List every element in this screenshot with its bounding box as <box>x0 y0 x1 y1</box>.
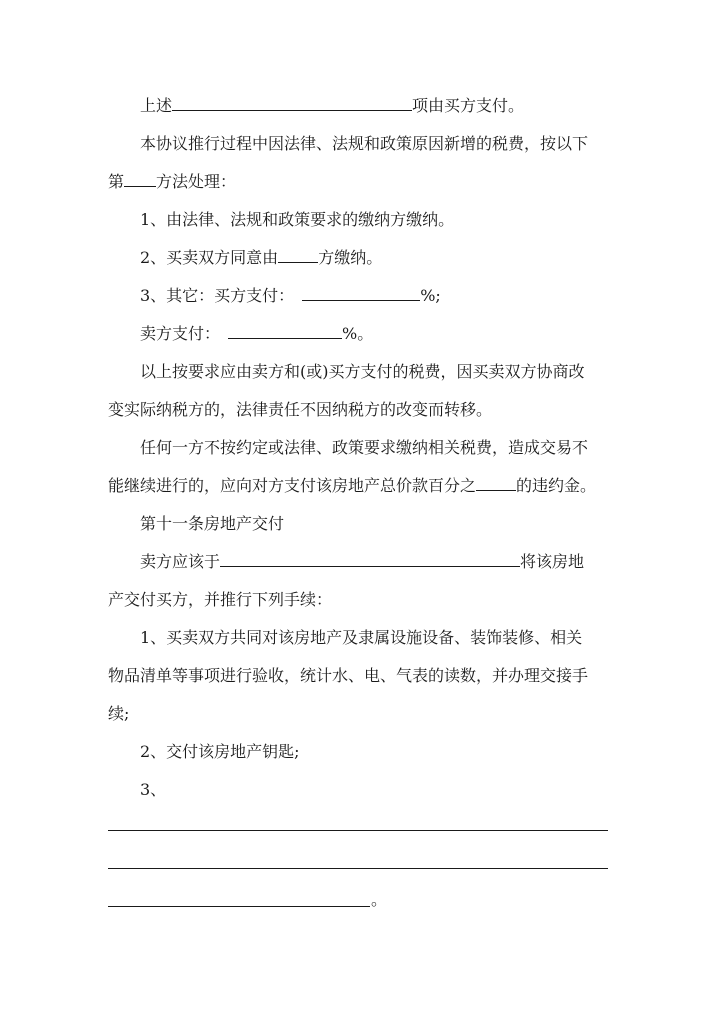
text-suffix: 方法处理： <box>156 172 237 191</box>
blank-line[interactable] <box>108 868 608 869</box>
blank-field[interactable] <box>124 172 156 187</box>
delivery-step-3: 3、 <box>140 780 167 799</box>
text-suffix: %。 <box>342 324 374 343</box>
paragraph-penalty-line1: 任何一方不按约定或法律、政策要求缴纳相关税费，造成交易不 <box>140 438 589 457</box>
paragraph-tax-liability-line2: 变实际纳税方的，法律责任不因纳税方的改变而转移。 <box>108 400 493 419</box>
text-suffix: %; <box>420 286 441 305</box>
text-suffix: 的违约金。 <box>516 476 597 495</box>
seller-payment <box>140 324 646 344</box>
text-suffix: 项由买方支付。 <box>412 96 525 115</box>
blank-line[interactable] <box>108 830 608 831</box>
paragraph-new-taxes-line1: 本协议推行过程中因法律、法规和政策原因新增的税费，按以下 <box>140 134 589 153</box>
paragraph-penalty-line2 <box>108 476 614 496</box>
tax-option-2 <box>140 248 646 268</box>
paragraph-new-taxes-line2 <box>108 172 614 192</box>
text-prefix: 卖方支付： <box>140 324 221 343</box>
text-prefix: 上述 <box>140 96 173 115</box>
blank-field[interactable] <box>220 552 520 567</box>
blank-field[interactable] <box>228 324 342 339</box>
text-prefix: 能继续进行的，应向对方支付该房地产总价款百分之 <box>108 476 477 495</box>
paragraph-delivery-line1 <box>140 552 646 572</box>
tax-option-1: 1、由法律、法规和政策要求的缴纳方缴纳。 <box>140 210 455 229</box>
blank-field[interactable] <box>476 476 516 491</box>
delivery-step-1-line2: 物品清单等事项进行验收，统计水、电、气表的读数，并办理交接手 <box>108 666 589 685</box>
tax-option-3 <box>140 286 646 306</box>
text-prefix: 2、买卖双方同意由 <box>140 248 279 267</box>
blank-line[interactable] <box>108 906 370 907</box>
text-suffix: 将该房地 <box>520 552 585 571</box>
delivery-step-1-line3: 续; <box>108 704 130 723</box>
closing-period: 。 <box>371 890 388 909</box>
blank-field[interactable] <box>278 248 318 263</box>
paragraph-delivery-line2: 产交付买方，并推行下列手续： <box>108 590 333 609</box>
text-prefix: 第 <box>108 172 125 191</box>
text-prefix: 卖方应该于 <box>140 552 221 571</box>
article-heading: 第十一条房地产交付 <box>140 514 285 533</box>
delivery-step-2: 2、交付该房地产钥匙; <box>140 742 300 761</box>
blank-field[interactable] <box>172 96 412 111</box>
blank-field[interactable] <box>302 286 420 301</box>
paragraph-payment-items <box>140 96 646 116</box>
paragraph-tax-liability-line1: 以上按要求应由卖方和(或)买方支付的税费，因买卖双方协商改 <box>140 362 585 381</box>
text-prefix: 3、其它：买方支付： <box>140 286 295 305</box>
delivery-step-1-line1: 1、买卖双方共同对该房地产及隶属设施设备、装饰装修、相关 <box>140 628 583 647</box>
text-suffix: 方缴纳。 <box>318 248 383 267</box>
